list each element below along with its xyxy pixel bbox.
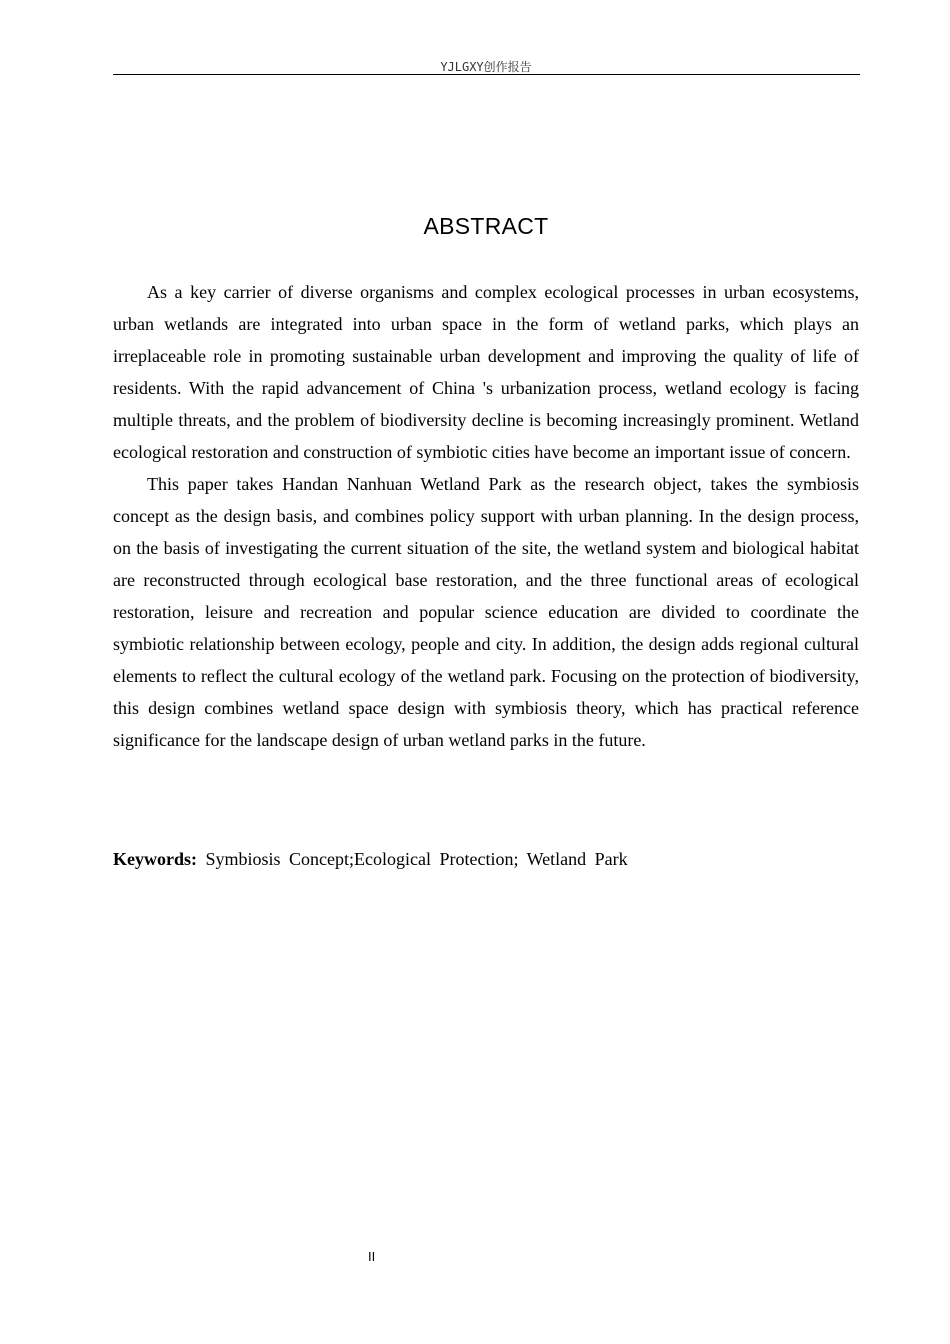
running-header: YJLGXY创作报告	[440, 60, 532, 74]
keywords-label: Keywords:	[113, 849, 197, 869]
keywords-line	[113, 843, 859, 875]
abstract-body	[113, 276, 859, 756]
header-rule	[113, 74, 860, 75]
abstract-title: ABSTRACT	[423, 213, 549, 239]
page-number: II	[368, 1249, 376, 1264]
abstract-paragraph-1: As a key carrier of diverse organisms and complex ecological processes in urban ecosystems, urban wetlands are integrated into urban space in the form of wetland parks, which plays an irreplaceable role in promoting sustainable urban development and improving the quality of life of residents. With the rapid advancement of China 's urbanization process, wetland ecology is facing multiple threats, and the problem of biodiversity decline is becoming increasingly prominent. Wetland ecological restoration and construction of symbiotic cities have become an important issue of concern.	[113, 282, 859, 462]
abstract-paragraph-2: This paper takes Handan Nanhuan Wetland Park as the research object, takes the symbiosis concept as the design basis, and combines policy support with urban planning. In the design process, on the basis of investigating the current situation of the site, the wetland system and biological habitat are reconstructed through ecological base restoration, and the three functional areas of ecological restoration, leisure and recreation and popular science education are divided to coordinate the symbiotic relationship between ecology, people and city. In addition, the design adds regional cultural elements to reflect the cultural ecology of the wetland park. Focusing on the protection of biodiversity, this design combines wetland space design with symbiosis theory, which has practical reference significance for the landscape design of urban wetland parks in the future.	[113, 474, 859, 750]
keywords-text: Symbiosis Concept;Ecological Protection; Wetland Park	[205, 849, 628, 869]
